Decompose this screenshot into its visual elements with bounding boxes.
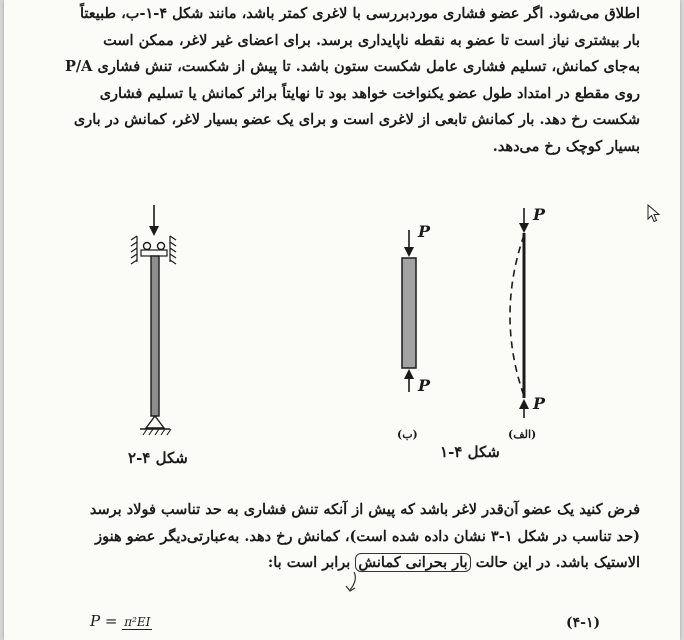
mouse-cursor-icon [647, 204, 661, 224]
load-label-p: P [418, 376, 431, 395]
text-line: بار بیشتری نیاز است تا عضو به نقطه ناپایداری برسد. برای اعضای غیر لاغر، ممکن است [103, 31, 640, 49]
load-label-p: P [533, 205, 546, 224]
text-line: اطلاق می‌شود. اگر عضو فشاری موردبررسی با لاغری کمتر باشد، مانند شکل ۴-۱-ب، طبیعتاً [80, 5, 640, 22]
load-label-p: P [533, 394, 546, 413]
text-line: روی مقطع در امتداد طول عضو یکنواخت خواهد بود تا نهایتاً براثر کمانش یا تسلیم فشاری [99, 84, 640, 102]
subfigure-label-a: (الف) [508, 428, 537, 441]
equation-p: P = [90, 612, 118, 630]
equation-numerator: π²EI [124, 614, 151, 629]
figure-slender-column [510, 208, 529, 418]
figure-caption-4-2: شکل ۴-۲ [128, 449, 188, 467]
text-line: شکست رخ دهد. بار کمانش تابعی از لاغری است و برای یک عضو بسیار لاغر، کمانش در باری [73, 111, 640, 128]
subfigure-label-b: (ب) [397, 428, 418, 441]
text-segment: برابر است با: [267, 554, 351, 571]
text-line: بسیار کوچک رخ می‌دهد. [492, 137, 640, 155]
paragraph-bottom [50, 497, 640, 577]
figure-short-column [402, 230, 416, 392]
figure-pinned-column [131, 205, 176, 435]
handwritten-arrow-mark [340, 570, 370, 600]
text-line: فرض کنید یک عضو آن‌قدر لاغر باشد که پیش از آنکه تنش فشاری به حد تناسب فولاد برسد [89, 501, 640, 518]
text-segment: الاستیک باشد. در این حالت [475, 554, 640, 571]
text-line: به‌جای کمانش، تسلیم فشاری عامل شکست ستون باشد. تا پیش از شکست، تنش فشاری P/A [64, 58, 640, 75]
highlighted-term: بار بحرانی کمانش [355, 553, 470, 572]
load-label-p: P [418, 222, 431, 241]
figure-caption-4-1: شکل ۴-۱ [440, 443, 500, 461]
equation-fraction [122, 615, 152, 630]
equation-lhs [90, 612, 152, 630]
equation-number: (۴-۱) [566, 615, 601, 631]
text-line: (حد تناسب در شکل ۱-۳ نشان داده شده است)، کمانش رخ دهد. به‌عبارتی‌دیگر عضو هنوز [95, 527, 640, 545]
